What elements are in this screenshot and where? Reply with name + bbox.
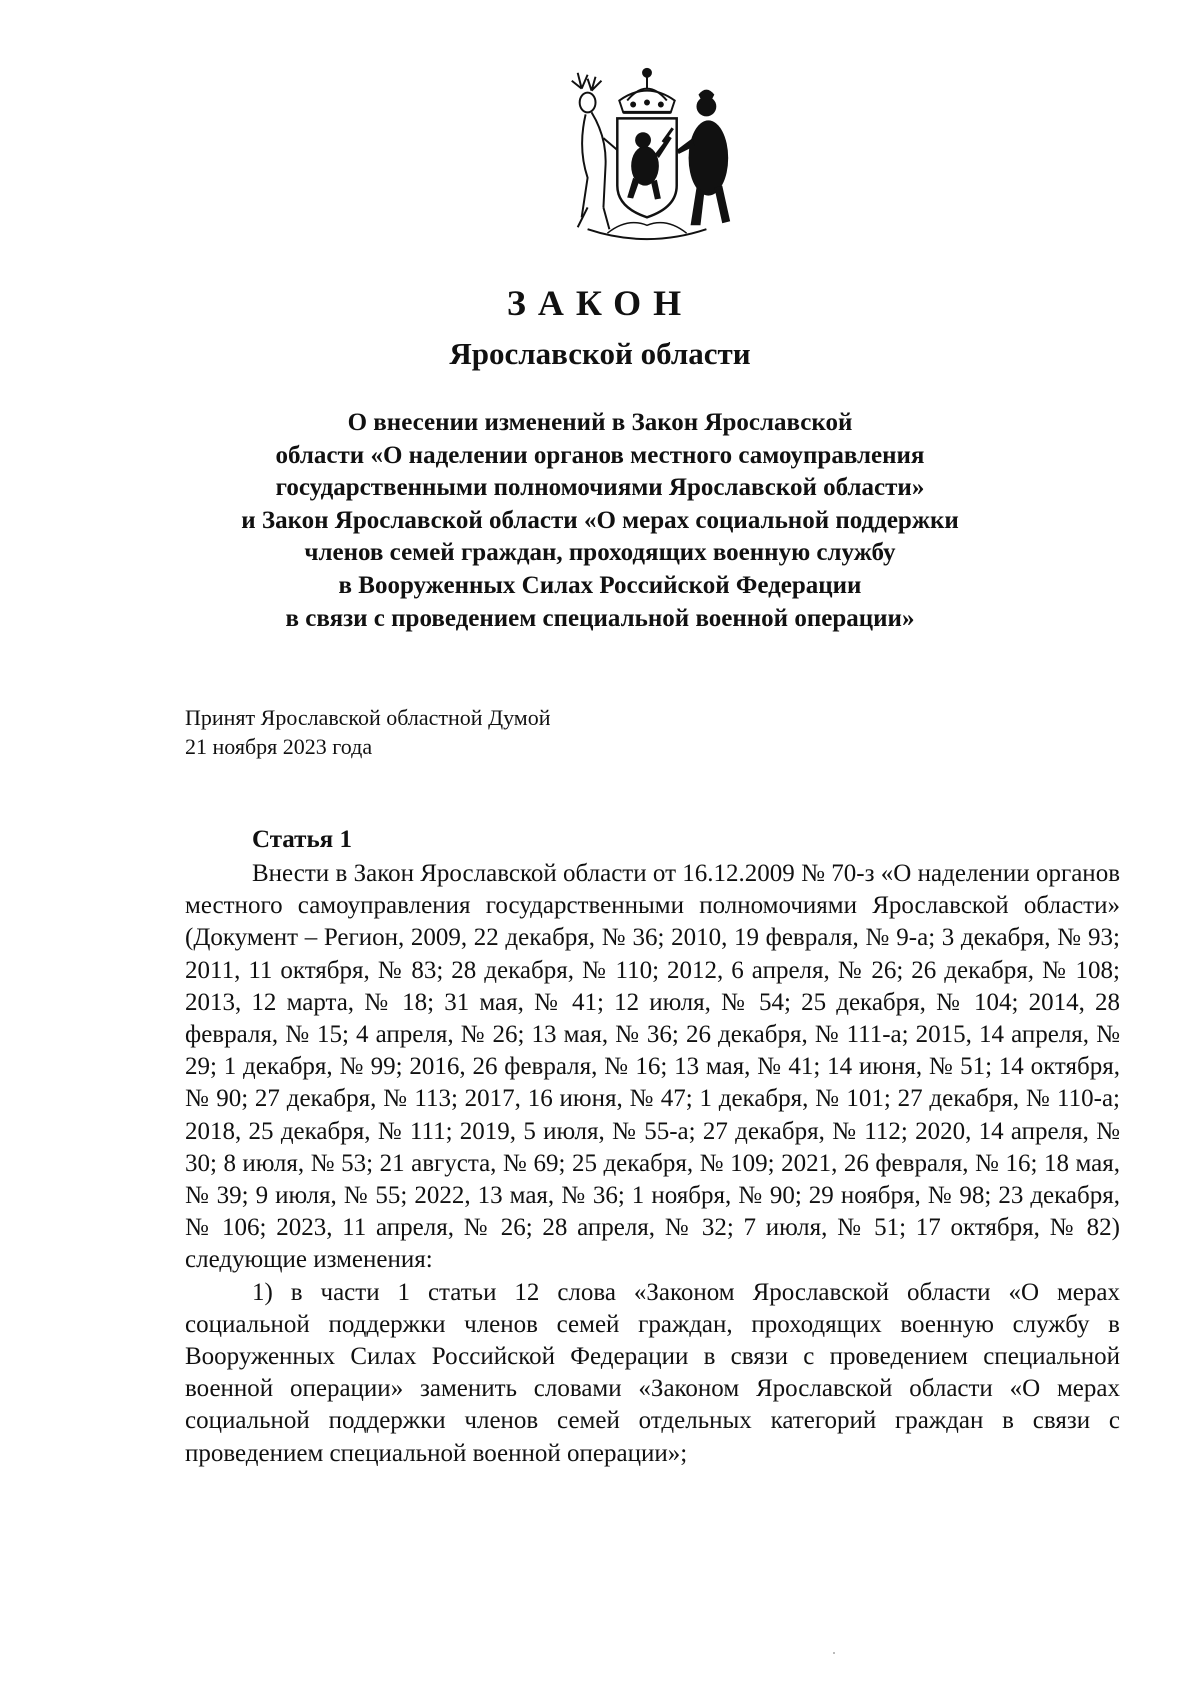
law-name: [200, 407, 1000, 635]
document-subtitle: Ярославской области: [449, 336, 751, 371]
adoption-body: Принят Ярославской областной Думой: [185, 705, 551, 730]
crown-icon: [619, 69, 674, 113]
article-heading: Статья 1: [252, 826, 352, 853]
article-intro-paragraph: Внести в Закон Ярославской области от 16.12.2009 № 70-з «О наделении органов местного самоуправления государственными полномочиями Ярославской области» (Документ – Регион, 2009, 22 декабря, № 36; 2010, 19 февраля, № 9-а; 3 декабря, № 93; 2011, 11 октября, № 83; 28 декабря, № 110; 2012, 6 апреля, № 26; 26 декабря, № 108; 2013, 12 марта, № 18; 31 мая, № 41; 12 июля, № 54; 25 декабря, № 104; 2014, 28 февраля, № 15; 4 апреля, № 26; 13 мая, № 36; 26 декабря, № 111-а; 2015, 14 апреля, № 29; 1 декабря, № 99; 2016, 26 февраля, № 16; 13 мая, № 41; 14 июня, № 51; 14 октября, № 90; 27 декабря, № 113; 2017, 16 июня, № 47; 1 декабря, № 101; 27 декабря, № 110-а; 2018, 25 декабря, № 111; 2019, 5 июля, № 55-а; 27 декабря, № 112; 2020, 14 апреля, № 30; 8 июля, № 53; 21 августа, № 69; 25 декабря, № 109; 2021, 26 февраля, № 16; 18 мая, № 39; 9 июля, № 55; 2022, 13 мая, № 36; 1 ноября, № 90; 29 ноября, № 98; 23 декабря, № 106; 2023, 11 апреля, № 26; 28 апреля, № 32; 7 июля, № 51; 17 октября, № 82) следующие изменения:: [185, 860, 1120, 1274]
law-name-line: О внесении изменений в Закон Ярославской: [347, 409, 853, 436]
law-name-line: государственными полномочиями Ярославской области»: [275, 474, 925, 502]
coat-of-arms-icon: [548, 58, 746, 248]
law-name-line: членов семей граждан, проходящих военную службу: [304, 539, 896, 567]
bear-supporter-icon: [677, 90, 730, 226]
adoption-info: [185, 703, 551, 761]
scan-artifact: [833, 1652, 835, 1654]
ribbon-icon: [588, 229, 707, 239]
article-body: [185, 858, 1120, 1470]
law-name-line: в Вооруженных Силах Российской Федерации: [338, 571, 862, 599]
law-name-line: и Закон Ярославской области «О мерах социальной поддержки: [241, 506, 959, 534]
law-name-line: в связи с проведением специальной военной операции»: [285, 604, 915, 632]
deer-supporter-icon: [572, 73, 618, 229]
document-title: ЗАКОН: [506, 283, 694, 323]
article-item-paragraph: 1) в части 1 статьи 12 слова «Законом Ярославской области «О мерах социальной поддержки членов семей граждан, проходящих военную службу в Вооруженных Силах Российской Федерации в связи с проведением специальной военной операции» заменить словами «Законом Ярославской области «О мерах социальной поддержки членов семей отдельных категорий граждан в связи с проведением специальной военной операции»;: [185, 1278, 1120, 1467]
law-name-line: области «О наделении органов местного самоуправления: [275, 441, 925, 469]
adoption-date: 21 ноября 2023 года: [185, 734, 373, 759]
